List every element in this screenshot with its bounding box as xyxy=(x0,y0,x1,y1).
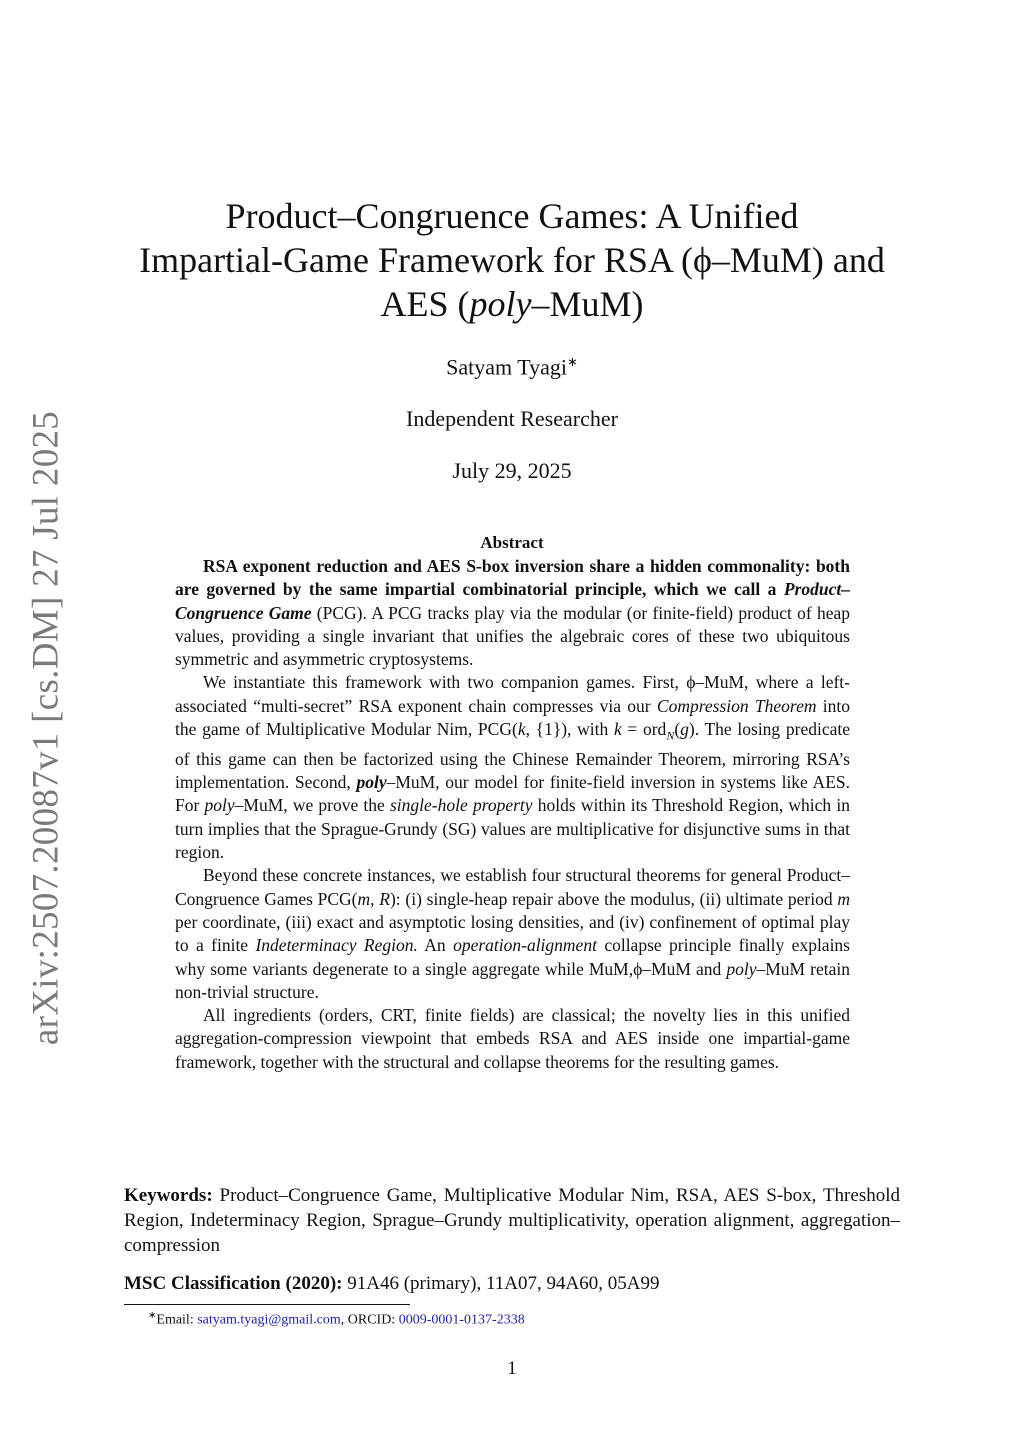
abstract-acronym: (PCG). xyxy=(311,602,367,623)
abstract-p3-text: –MuM retain non-trivial structure. xyxy=(175,958,850,1002)
keywords-label: Keywords: xyxy=(124,1185,213,1206)
abstract-p3-text: Beyond these concrete instances, we establish four structural theorems for general Product–Congruence Games PCG( xyxy=(175,865,850,909)
footnote-mark: ∗ xyxy=(148,1310,157,1321)
footnote-divider xyxy=(124,1304,410,1305)
abstract-body xyxy=(175,555,850,1074)
keywords-text: Product–Congruence Game, Multiplicative Modular Nim, RSA, AES S-box, Threshold Region, Indeterminacy Region, Sprague–Grundy multiplicativity, operation alignment, aggregation–compression xyxy=(124,1185,900,1256)
abstract-p2-text: holds within its Threshold Region, which in turn implies that the Sprague-Grundy (SG) values are multiplicative for disjunctive sums in that region. xyxy=(175,795,850,863)
abstract-p3-italic: Indeterminacy Region. xyxy=(255,935,418,956)
abstract-p2-bold-italic: poly xyxy=(356,772,387,793)
title-line-3-pre: AES ( xyxy=(380,284,470,324)
abstract-p2-italic: single-hole property xyxy=(390,795,533,816)
abstract-p3-text: per coordinate, (iii) exact and asymptotic losing densities, and (iv) confinement of optimal play to a finite xyxy=(175,911,850,956)
author-footnote xyxy=(148,1310,525,1329)
abstract-p2-text: ( xyxy=(674,719,681,740)
abstract-p2-italic: Compression Theorem xyxy=(656,695,817,716)
title-line-3-italic: poly xyxy=(469,284,532,324)
abstract-p2-italic: poly xyxy=(204,795,235,816)
abstract-p2-subscript: N xyxy=(666,728,675,743)
abstract-p3-math: m, R xyxy=(357,888,390,909)
author-footnote-mark: ∗ xyxy=(566,354,578,369)
abstract-p2-text: –MuM, we prove the xyxy=(234,795,390,816)
title-line-2: Impartial-Game Framework for RSA (ϕ–MuM) and xyxy=(139,240,885,280)
keywords-section xyxy=(124,1183,900,1258)
abstract-p2-text: = ord xyxy=(621,719,667,740)
page-number: 1 xyxy=(507,1358,517,1379)
abstract-p3-italic: operation-alignment xyxy=(453,935,597,956)
abstract-p2-text: –MuM, our model for finite-field inversion in systems like AES. For xyxy=(175,772,850,816)
abstract-p1-rest: A PCG tracks play via the modular (or finite-field) product of heap values, providing a single invariant that unifies the algebraic cores of these two ubiquitous symmetric and asymmetric cryptosystems. xyxy=(175,602,851,670)
abstract-p3-math: m xyxy=(837,888,850,909)
footnote-orcid-label: , ORCID: xyxy=(340,1312,399,1328)
email-link[interactable]: satyam.tyagi@gmail.com xyxy=(197,1312,341,1328)
abstract-bold-lead: RSA exponent reduction and AES S-box inversion share a hidden commonality: both are governed by the same impartial combinatorial principle, which we call a xyxy=(175,556,850,600)
abstract-p2-math: k xyxy=(613,719,622,740)
abstract-p2-math: k xyxy=(517,719,526,740)
abstract-paragraph-2 xyxy=(175,671,850,864)
paper-title xyxy=(130,194,894,326)
footnote-email-label: Email: xyxy=(156,1312,198,1328)
title-line-3-post: –MuM) xyxy=(531,284,644,324)
abstract-paragraph-3 xyxy=(175,864,850,1004)
msc-classification xyxy=(124,1271,900,1296)
paper-date: July 29, 2025 xyxy=(452,458,572,483)
author-affiliation: Independent Researcher xyxy=(406,406,618,431)
arxiv-identifier-stamp: arXiv:2507.20087v1 [cs.DM] 27 Jul 2025 xyxy=(25,410,67,1046)
abstract-paragraph-4: All ingredients (orders, CRT, finite fields) are classical; the novelty lies in this unified aggregation-compression viewpoint that embeds RSA and AES inside one impartial-game framework, together with the structural and collapse theorems for the resulting games. xyxy=(175,1005,850,1072)
abstract-p2-text: ). The losing predicate of this game can then be factorized using the Chinese Remainder Theorem, mirroring RSA’s implementation. Second, xyxy=(175,719,850,793)
title-line-1: Product–Congruence Games: A Unified xyxy=(225,196,799,236)
abstract-term-pcg: Product–Congruence Game xyxy=(175,579,850,623)
msc-text: 91A46 (primary), 11A07, 94A60, 05A99 xyxy=(342,1273,660,1294)
author-name: Satyam Tyagi xyxy=(446,354,567,380)
abstract-p3-text: collapse principle finally explains why some variants degenerate to a single aggregate while MuM,ϕ–MuM and xyxy=(175,935,850,979)
abstract-p2-math: g xyxy=(680,719,689,740)
abstract-paragraph-1 xyxy=(175,555,850,671)
abstract-p2-text: , {1}), with xyxy=(525,719,614,740)
abstract-p3-text: An xyxy=(417,935,454,956)
abstract-heading: Abstract xyxy=(480,533,544,552)
msc-label: MSC Classification (2020): xyxy=(124,1273,343,1294)
abstract-p2-text: We instantiate this framework with two companion games. First, ϕ–MuM, where a left-associated “multi-secret” RSA exponent chain compresses via our xyxy=(175,672,850,716)
abstract-p2-text: into the game of Multiplicative Modular Nim, PCG( xyxy=(175,695,851,740)
orcid-link[interactable]: 0009-0001-0137-2338 xyxy=(398,1312,525,1328)
author-line xyxy=(0,354,1024,380)
abstract-p3-italic: poly xyxy=(726,958,757,979)
abstract-p3-text: ): (i) single-heap repair above the modulus, (ii) ultimate period xyxy=(389,888,838,909)
